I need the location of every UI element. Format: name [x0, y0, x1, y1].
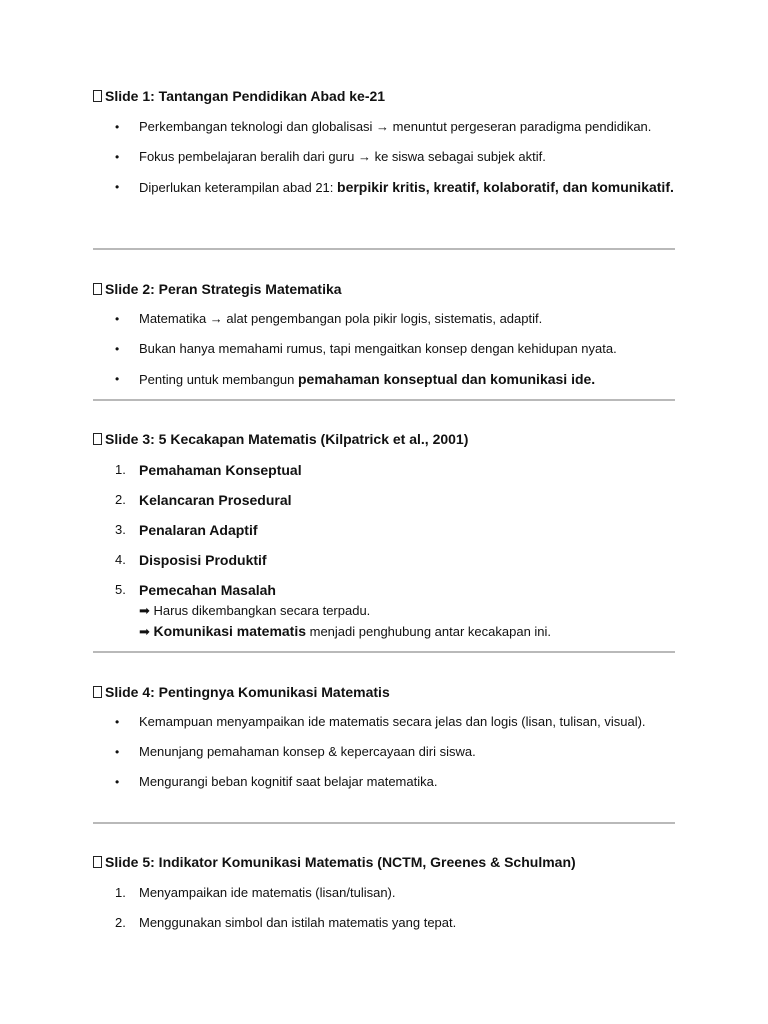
slide-5-section [93, 853, 675, 943]
slide-4-bullets [93, 712, 675, 792]
list-item: • Bukan hanya memahami rumus, tapi mengaitkan konsep dengan kehidupan nyata. [93, 339, 675, 359]
slide-5-numbered-list [93, 883, 675, 933]
list-item: 2. Kelancaran Prosedural [115, 492, 292, 508]
slide-1-bullets [93, 117, 675, 198]
missing-glyph-icon [93, 433, 102, 445]
list-item: • Kemampuan menyampaikan ide matematis secara jelas dan logis (lisan, tulisan, visual). [93, 712, 675, 732]
slide-3-note-2: ➡ Komunikasi matematis menjadi penghubung antar kecakapan ini. [139, 623, 552, 639]
slide-5-heading: Slide 5: Indikator Komunikasi Matematis (NCTM, Greenes & Schulman) [93, 853, 675, 871]
list-item: • Fokus pembelajaran beralih dari guru → ke siswa sebagai subjek aktif. [93, 147, 675, 167]
slide-3-section [93, 430, 675, 642]
missing-glyph-icon [93, 283, 102, 295]
slide-1-heading: Slide 1: Tantangan Pendidikan Abad ke-21 [93, 87, 675, 105]
slide-4-heading: Slide 4: Pentingnya Komunikasi Matematis [93, 683, 675, 701]
slide-4-section [93, 683, 675, 802]
divider [93, 822, 675, 824]
list-item: 2. Menggunakan simbol dan istilah matematis yang tepat. [115, 915, 457, 930]
list-item: • Perkembangan teknologi dan globalisasi → menuntut pergeseran paradigma pendidikan. [93, 117, 675, 137]
list-item: 1. Menyampaikan ide matematis (lisan/tulisan). [115, 885, 396, 900]
list-item: 3. Penalaran Adaptif [115, 522, 258, 538]
slide-2-heading: Slide 2: Peran Strategis Matematika [93, 280, 675, 298]
slide-3-numbered-list [93, 460, 675, 600]
divider [93, 399, 675, 401]
divider [93, 248, 675, 250]
list-item: 4. Disposisi Produktif [115, 552, 267, 568]
divider [93, 651, 675, 653]
missing-glyph-icon [93, 856, 102, 868]
list-item: 1. Pemahaman Konseptual [115, 462, 302, 478]
missing-glyph-icon [93, 90, 102, 102]
list-item: • Menunjang pemahaman konsep & kepercayaan diri siswa. [93, 742, 675, 762]
list-item: • Mengurangi beban kognitif saat belajar matematika. [93, 772, 675, 792]
list-item: • Diperlukan keterampilan abad 21: berpikir kritis, kreatif, kolaboratif, dan komunikatif. [93, 177, 675, 198]
slide-3-heading: Slide 3: 5 Kecakapan Matematis (Kilpatrick et al., 2001) [93, 430, 675, 448]
list-item: • Penting untuk membangun pemahaman konseptual dan komunikasi ide. [93, 369, 675, 390]
slide-1-section [93, 87, 675, 208]
list-item: • Matematika → alat pengembangan pola pikir logis, sistematis, adaptif. [93, 309, 675, 329]
slide-2-bullets [93, 309, 675, 390]
slide-2-section [93, 280, 675, 400]
list-item: 5. Pemecahan Masalah [115, 582, 276, 598]
missing-glyph-icon [93, 686, 102, 698]
slide-3-note-1: ➡ Harus dikembangkan secara terpadu. [139, 603, 371, 618]
